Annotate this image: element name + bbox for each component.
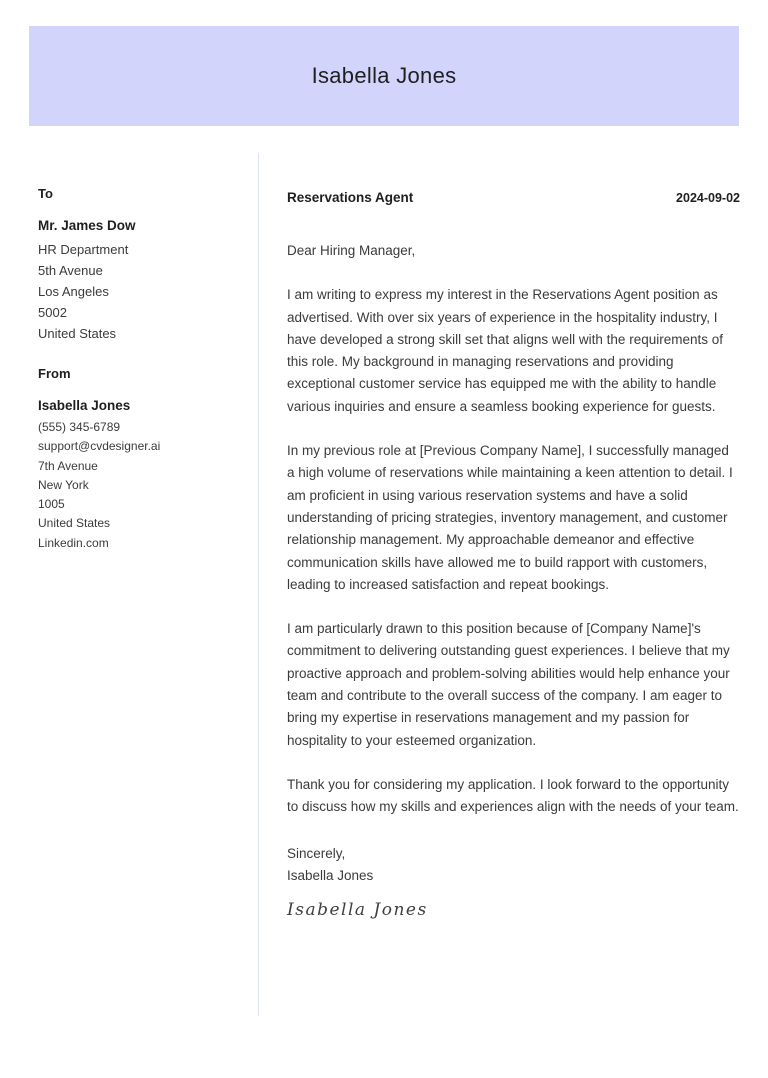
letter-header	[287, 189, 740, 206]
contact-sidebar	[38, 153, 258, 1016]
recipient-city: Los Angeles	[38, 284, 109, 299]
page-title: Isabella Jones	[311, 63, 457, 88]
content-columns	[38, 153, 740, 1016]
from-section-label: From	[38, 366, 71, 381]
recipient-details	[38, 239, 238, 344]
recipient-street: 5th Avenue	[38, 263, 103, 278]
header-banner	[29, 26, 739, 126]
job-title: Reservations Agent	[287, 190, 414, 205]
sender-country: United States	[38, 516, 111, 531]
recipient-postal-code: 5002	[38, 305, 67, 320]
letter-paragraph: I am writing to express my interest in the Reservations Agent position as advertised. With over six years of experience in the hospitality industry, I have developed a strong skill set that aligns well with the requirements of this role. My background in managing reservations and providing exceptional customer service has equipped me with the ability to handle various inquiries and ensure a seamless booking experience for guests.	[287, 287, 723, 414]
sender-street: 7th Avenue	[38, 458, 98, 473]
sender-details	[38, 418, 238, 553]
sender-email: support@cvdesigner.ai	[38, 439, 161, 454]
closing-name: Isabella Jones	[287, 867, 374, 883]
letter-date: 2024-09-02	[676, 191, 740, 205]
salutation: Dear Hiring Manager,	[287, 243, 416, 258]
sender-city: New York	[38, 477, 89, 492]
recipient-department: HR Department	[38, 242, 129, 257]
recipient-name: Mr. James Dow	[38, 218, 136, 233]
letter-paragraph: Thank you for considering my application. I look forward to the opportunity to discuss how my skills and experiences align with the needs of your team.	[287, 776, 739, 815]
sender-linkedin: Linkedin.com	[38, 535, 109, 550]
letter-body	[259, 153, 740, 1016]
sender-phone: (555) 345-6789	[38, 420, 121, 434]
to-section-label: To	[38, 186, 53, 201]
recipient-country: United States	[38, 326, 117, 341]
letter-paragraph: I am particularly drawn to this position because of [Company Name]'s commitment to delivering outstanding guest experiences. I believe that my proactive approach and problem-solving abilities would help enhance your team and contribute to the overall success of the company. I am eager to bring my expertise in reservations management and my passion for hospitality to your esteemed organization.	[287, 621, 730, 748]
closing-block	[287, 843, 740, 888]
sender-postal-code: 1005	[38, 497, 65, 512]
sender-name: Isabella Jones	[38, 398, 131, 413]
closing-word: Sincerely,	[287, 845, 346, 861]
letter-paragraph: In my previous role at [Previous Company Name], I successfully managed a high volume of reservations while maintaining a keen attention to detail. I am proficient in using various reservation systems and have a solid understanding of pricing strategies, inventory management, and customer relationship management. My approachable demeanor and effective communication skills have allowed me to build rapport with customers, leading to increased satisfaction and repeat bookings.	[287, 443, 733, 592]
handwritten-signature: Isabella Jones	[287, 900, 428, 921]
